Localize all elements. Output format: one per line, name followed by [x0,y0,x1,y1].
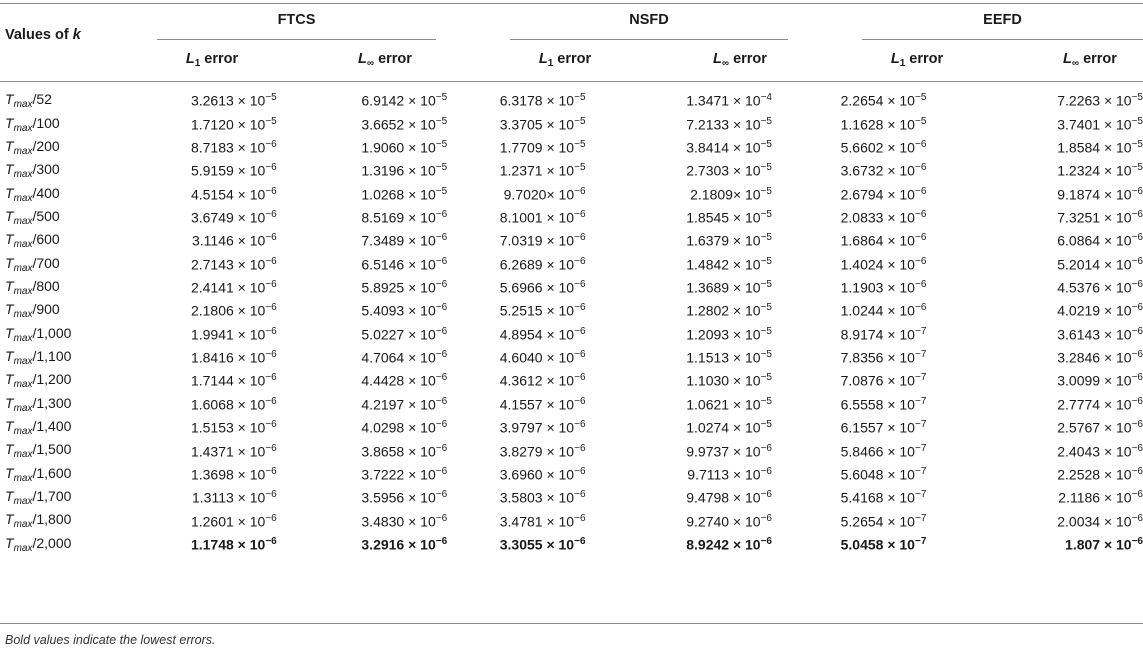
nsfd-linf-cell: $9.9737 \times 10^{-6}$ [686,442,772,460]
nsfd-l1-cell: $3.9797 \times 10^{-6}$ [499,419,586,436]
eefd-l1-cell: $8.9174 \times 10^{-7}$ [840,325,927,343]
header-bottom-rule [0,81,1143,82]
ftcs-linf-cell: $5.4093 \times 10^{-6}$ [361,302,448,320]
eefd-linf-cell: $2.7774 \times 10^{-6}$ [1057,395,1143,413]
table-row [0,159,1143,182]
k-value-cell: $T_{max}/300$ [5,161,60,181]
error-table [0,89,1143,556]
ftcs-l1-cell: $2.7143 \times 10^{-6}$ [190,255,277,273]
group-title-eefd: EEFD [983,12,1022,28]
eefd-linf-cell: $3.6143 \times 10^{-6}$ [1057,325,1143,343]
table-row [0,369,1143,392]
eefd-group-rule [862,39,1143,40]
nsfd-group-rule [510,39,788,40]
ftcs-l1-cell: $1.4371 \times 10^{-6}$ [190,442,277,460]
eefd-l1-cell: $2.0833 \times 10^{-6}$ [840,209,927,226]
k-value-cell: $T_{max}/1,600$ [5,464,72,484]
nsfd-linf-cell: $1.1030 \times 10^{-5}$ [686,372,772,390]
eefd-l1-header: $L_1$ error [890,51,944,69]
k-value-cell: $T_{max}/1,800$ [5,511,72,531]
footnote: Bold values indicate the lowest errors. [5,633,216,647]
nsfd-l1-cell: $4.8954 \times 10^{-6}$ [499,325,586,343]
eefd-linf-cell: $2.2528 \times 10^{-6}$ [1057,465,1143,483]
eefd-l1-cell: $1.6864 \times 10^{-6}$ [840,232,927,250]
k-value-cell: $T_{max}/2,000$ [5,534,72,554]
eefd-linf-cell: $3.0099 \times 10^{-6}$ [1057,372,1143,390]
eefd-l1-cell: $6.1557 \times 10^{-7}$ [840,419,927,436]
ftcs-linf-cell: $7.3489 \times 10^{-6}$ [361,232,448,250]
ftcs-linf-cell: $3.7222 \times 10^{-6}$ [361,465,448,483]
ftcs-linf-cell: $5.8925 \times 10^{-6}$ [361,279,448,296]
nsfd-linf-cell: $1.3471 \times 10^{-4}$ [686,92,772,109]
ftcs-linf-cell: $4.0298 \times 10^{-6}$ [361,419,448,436]
group-title-nsfd: NSFD [629,12,669,28]
table-row [0,439,1143,462]
eefd-l1-cell: $1.4024 \times 10^{-6}$ [840,255,927,273]
ftcs-l1-cell: $1.6068 \times 10^{-6}$ [190,395,277,413]
eefd-linf-cell: $5.2014 \times 10^{-6}$ [1057,255,1143,273]
ftcs-l1-cell: $8.7183 \times 10^{-6}$ [190,139,277,156]
eefd-linf-cell: $7.2263 \times 10^{-5}$ [1057,92,1143,109]
eefd-linf-cell: $2.0034 \times 10^{-6}$ [1057,512,1143,530]
k-value-cell: $T_{max}/700$ [5,254,60,274]
nsfd-l1-cell: $3.8279 \times 10^{-6}$ [499,442,586,460]
eefd-l1-cell: $1.1903 \times 10^{-6}$ [840,279,927,296]
table-row [0,299,1143,322]
nsfd-l1-cell: $1.2371 \times 10^{-5}$ [499,162,586,180]
k-column-header-label: Values of [5,27,73,43]
nsfd-l1-cell: $3.4781 \times 10^{-6}$ [499,512,586,530]
eefd-l1-cell: $5.0458 \times 10^{-7}$ [840,535,927,553]
ftcs-l1-cell: $2.1806 \times 10^{-6}$ [190,302,277,320]
eefd-l1-cell: $5.6602 \times 10^{-6}$ [840,139,927,156]
eefd-l1-cell: $1.0244 \times 10^{-6}$ [840,302,927,320]
nsfd-l1-cell: $4.3612 \times 10^{-6}$ [499,372,586,390]
nsfd-linf-cell: $2.1809\times 10^{-5}$ [690,185,772,203]
k-value-cell: $T_{max}/1,100$ [5,347,72,367]
ftcs-l1-cell: $4.5154 \times 10^{-6}$ [190,185,277,203]
ftcs-l1-cell: $3.1146 \times 10^{-6}$ [192,232,277,250]
ftcs-linf-cell: $3.4830 \times 10^{-6}$ [361,512,448,530]
ftcs-l1-cell: $1.1748 \times 10^{-6}$ [190,535,277,553]
ftcs-l1-cell: $1.3113 \times 10^{-6}$ [192,489,277,506]
k-value-cell: $T_{max}/1,200$ [5,371,72,391]
table-row [0,206,1143,229]
ftcs-l1-cell: $3.6749 \times 10^{-6}$ [190,209,277,226]
nsfd-linf-cell: $1.0274 \times 10^{-5}$ [686,419,772,436]
ftcs-linf-cell: $4.4428 \times 10^{-6}$ [361,372,448,390]
nsfd-linf-cell: $1.1513 \times 10^{-5}$ [686,349,772,366]
eefd-l1-cell: $7.0876 \times 10^{-7}$ [840,372,927,390]
eefd-l1-cell: $5.4168 \times 10^{-7}$ [840,489,927,506]
table-row [0,509,1143,532]
ftcs-l1-cell: $3.2613 \times 10^{-5}$ [190,92,277,109]
eefd-linf-cell: $9.1874 \times 10^{-6}$ [1057,185,1143,203]
k-value-cell: $T_{max}/500$ [5,207,60,227]
ftcs-linf-cell: $1.3196 \times 10^{-5}$ [361,162,448,180]
eefd-linf-cell: $6.0864 \times 10^{-6}$ [1057,232,1143,250]
k-value-cell: $T_{max}/1,400$ [5,417,72,437]
ftcs-l1-cell: $5.9159 \times 10^{-6}$ [190,162,277,180]
nsfd-l1-cell: $1.7709 \times 10^{-5}$ [499,139,586,156]
k-value-cell: $T_{max}/1,700$ [5,488,72,508]
table-row [0,276,1143,299]
eefd-l1-cell: $2.6794 \times 10^{-6}$ [840,185,927,203]
ftcs-l1-header: $L_1$ error [185,51,239,69]
ftcs-linf-cell: $1.0268 \times 10^{-5}$ [361,185,448,203]
table-row [0,89,1143,112]
ftcs-linf-cell: $1.9060 \times 10^{-5}$ [361,139,448,156]
k-value-cell: $T_{max}/200$ [5,137,60,157]
eefd-l1-cell: $1.1628 \times 10^{-5}$ [840,115,927,133]
nsfd-linf-cell: $7.2133 \times 10^{-5}$ [686,115,772,133]
k-value-cell: $T_{max}/1,500$ [5,441,72,461]
nsfd-linf-header: $L_\infty$ error [713,51,767,69]
ftcs-linf-cell: $8.5169 \times 10^{-6}$ [361,209,448,226]
nsfd-linf-cell: $1.4842 \times 10^{-5}$ [686,255,772,273]
table-row [0,346,1143,369]
eefd-linf-cell: $1.807 \times 10^{-6}$ [1065,535,1143,553]
k-value-cell: $T_{max}/800$ [5,277,60,297]
nsfd-linf-cell: $1.0621 \times 10^{-5}$ [686,395,772,413]
nsfd-l1-cell: $5.2515 \times 10^{-6}$ [499,302,586,320]
ftcs-l1-cell: $1.8416 \times 10^{-6}$ [190,349,277,366]
nsfd-linf-cell: $1.3689 \times 10^{-5}$ [686,279,772,296]
table-row [0,182,1143,205]
k-value-cell: $T_{max}/400$ [5,184,60,204]
eefd-linf-cell: $2.1186 \times 10^{-6}$ [1058,489,1143,506]
table-row [0,416,1143,439]
ftcs-group-rule [157,39,436,40]
k-value-cell: $T_{max}/1,300$ [5,394,72,414]
table-row [0,322,1143,345]
nsfd-l1-cell: $5.6966 \times 10^{-6}$ [499,279,586,296]
ftcs-l1-cell: $1.5153 \times 10^{-6}$ [190,419,277,436]
table-row [0,486,1143,509]
ftcs-l1-cell: $1.2601 \times 10^{-6}$ [190,512,277,530]
k-value-cell: $T_{max}/100$ [5,114,60,134]
nsfd-l1-cell: $4.1557 \times 10^{-6}$ [499,395,586,413]
eefd-l1-cell: $3.6732 \times 10^{-6}$ [840,162,927,180]
nsfd-l1-cell: $8.1001 \times 10^{-6}$ [499,209,586,226]
table-row [0,392,1143,415]
ftcs-linf-cell: $6.9142 \times 10^{-5}$ [361,92,448,109]
eefd-linf-header: $L_\infty$ error [1063,51,1117,69]
eefd-linf-cell: $3.7401 \times 10^{-5}$ [1057,115,1143,133]
eefd-linf-cell: $3.2846 \times 10^{-6}$ [1057,349,1143,366]
nsfd-linf-cell: $9.7113 \times 10^{-6}$ [687,465,772,483]
nsfd-linf-cell: $2.7303 \times 10^{-5}$ [686,162,772,180]
ftcs-linf-cell: $5.0227 \times 10^{-6}$ [361,325,448,343]
ftcs-linf-header: $L_\infty$ error [358,51,412,69]
ftcs-linf-cell: $4.7064 \times 10^{-6}$ [361,349,448,366]
k-value-cell: $T_{max}/1,000$ [5,324,72,344]
eefd-linf-cell: $4.0219 \times 10^{-6}$ [1057,302,1143,320]
ftcs-l1-cell: $1.7120 \times 10^{-5}$ [190,115,277,133]
nsfd-l1-cell: $4.6040 \times 10^{-6}$ [499,349,586,366]
table-row [0,112,1143,135]
ftcs-l1-cell: $1.7144 \times 10^{-6}$ [190,372,277,390]
nsfd-linf-cell: $1.8545 \times 10^{-5}$ [686,209,772,226]
eefd-linf-cell: $2.5767 \times 10^{-6}$ [1057,419,1143,436]
nsfd-linf-cell: $9.4798 \times 10^{-6}$ [686,489,772,506]
eefd-linf-cell: $7.3251 \times 10^{-6}$ [1057,209,1143,226]
nsfd-linf-cell: $3.8414 \times 10^{-5}$ [686,139,772,156]
table-row [0,533,1143,556]
table-bottom-rule [0,623,1143,624]
nsfd-l1-cell: $6.2689 \times 10^{-6}$ [499,255,586,273]
eefd-linf-cell: $4.5376 \times 10^{-6}$ [1057,279,1143,296]
group-title-ftcs: FTCS [277,12,316,28]
nsfd-l1-header: $L_1$ error [538,51,592,69]
eefd-linf-cell: $1.8584 \times 10^{-5}$ [1057,139,1143,156]
k-value-cell: $T_{max}/900$ [5,301,60,321]
k-symbol: k [72,27,81,43]
table-row [0,136,1143,159]
nsfd-l1-cell: $6.3178 \times 10^{-5}$ [499,92,586,109]
nsfd-l1-cell: $3.3055 \times 10^{-6}$ [499,535,586,553]
nsfd-l1-cell: $3.6960 \times 10^{-6}$ [499,465,586,483]
ftcs-linf-cell: $3.6652 \times 10^{-5}$ [361,115,448,133]
eefd-linf-cell: $1.2324 \times 10^{-5}$ [1057,162,1143,180]
ftcs-l1-cell: $1.9941 \times 10^{-6}$ [190,325,277,343]
nsfd-l1-cell: $3.3705 \times 10^{-5}$ [499,115,586,133]
k-column-header [5,27,81,43]
ftcs-linf-cell: $3.2916 \times 10^{-6}$ [361,535,448,553]
ftcs-l1-cell: $1.3698 \times 10^{-6}$ [190,465,277,483]
eefd-l1-cell: $6.5558 \times 10^{-7}$ [840,395,927,413]
eefd-linf-cell: $2.4043 \times 10^{-6}$ [1057,442,1143,460]
eefd-l1-cell: $5.6048 \times 10^{-7}$ [840,465,927,483]
nsfd-linf-cell: $1.2802 \times 10^{-5}$ [686,302,772,320]
ftcs-linf-cell: $3.8658 \times 10^{-6}$ [361,442,448,460]
nsfd-l1-cell: $9.7020\times 10^{-6}$ [503,185,586,203]
nsfd-linf-cell: $1.6379 \times 10^{-5}$ [686,232,772,250]
nsfd-linf-cell: $1.2093 \times 10^{-5}$ [686,325,772,343]
ftcs-linf-cell: $4.2197 \times 10^{-6}$ [361,395,448,413]
k-value-cell: $T_{max}/52$ [5,91,52,111]
nsfd-l1-cell: $7.0319 \times 10^{-6}$ [499,232,586,250]
nsfd-l1-cell: $3.5803 \times 10^{-6}$ [499,489,586,506]
ftcs-l1-cell: $2.4141 \times 10^{-6}$ [190,279,277,296]
table-row [0,252,1143,275]
eefd-l1-cell: $5.2654 \times 10^{-7}$ [840,512,927,530]
table-top-rule [0,3,1143,4]
table-body [0,89,1143,556]
k-value-cell: $T_{max}/600$ [5,231,60,251]
nsfd-linf-cell: $8.9242 \times 10^{-6}$ [686,535,772,553]
eefd-l1-cell: $5.8466 \times 10^{-7}$ [840,442,927,460]
nsfd-linf-cell: $9.2740 \times 10^{-6}$ [686,512,772,530]
eefd-l1-cell: $7.8356 \times 10^{-7}$ [840,349,927,366]
table-row [0,229,1143,252]
table-row [0,463,1143,486]
ftcs-linf-cell: $6.5146 \times 10^{-6}$ [361,255,448,273]
eefd-l1-cell: $2.2654 \times 10^{-5}$ [840,92,927,109]
ftcs-linf-cell: $3.5956 \times 10^{-6}$ [361,489,448,506]
